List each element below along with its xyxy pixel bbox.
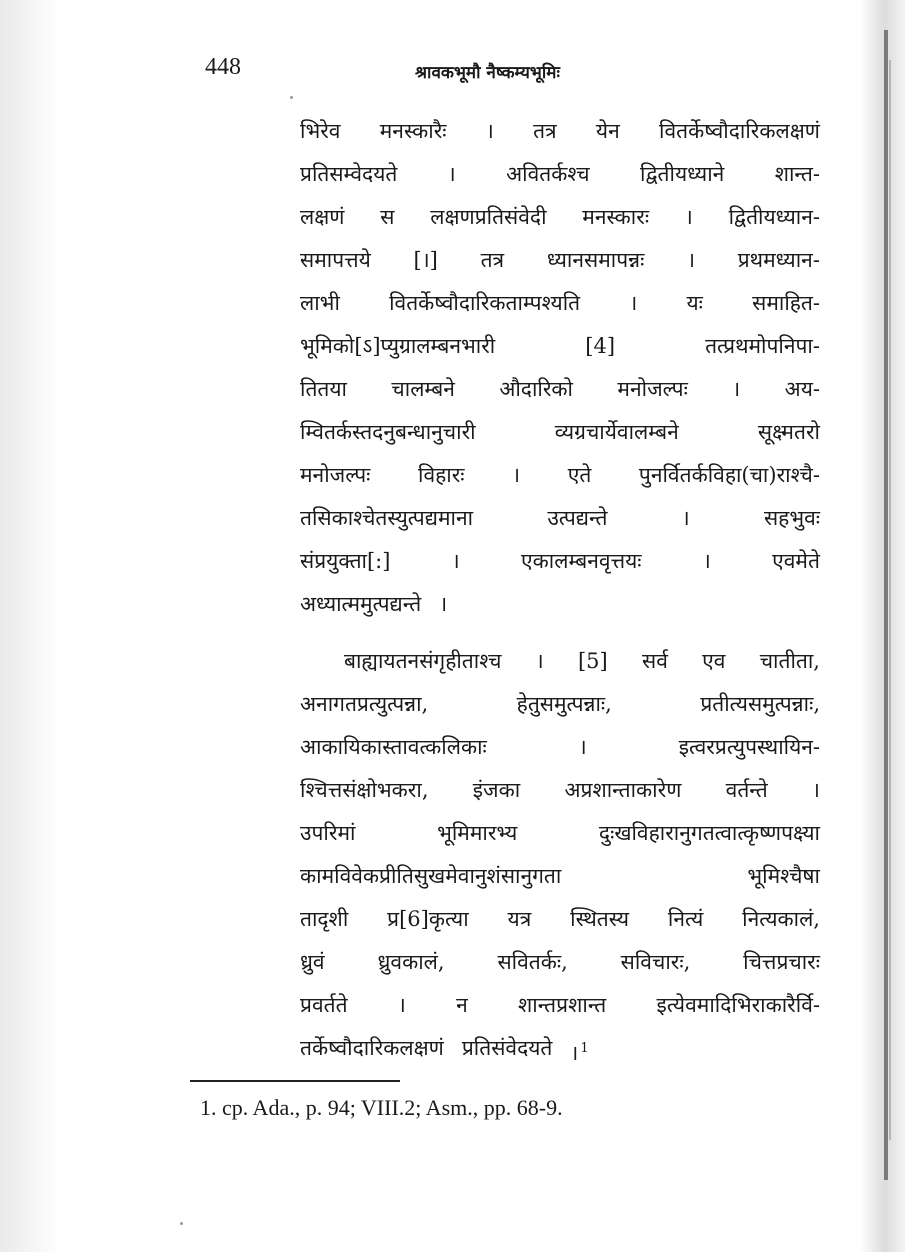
text-line: [300, 683, 820, 726]
word: वर्तन्ते: [725, 778, 768, 802]
page-spine-shadow: [884, 30, 888, 1180]
word: पुनर्वितर्कविहा(चा)राश्चै-: [638, 463, 820, 487]
word: संप्रयुक्ता[:]: [300, 549, 391, 573]
paragraph-1: [300, 110, 820, 626]
word: ध्रुवकालं,: [377, 950, 445, 974]
footnote-rule: [190, 1080, 400, 1082]
word: द्वितीयध्याने: [640, 162, 725, 186]
word: ।: [512, 463, 521, 487]
text-line: [300, 769, 820, 812]
running-head: श्रावकभूमौ नैष्कम्यभूमिः: [415, 63, 560, 83]
word: न: [456, 993, 468, 1017]
word: इंजका: [472, 778, 521, 802]
word: तितया: [300, 377, 347, 401]
word: सूक्ष्मतरो: [757, 420, 820, 444]
text-line: [300, 855, 820, 898]
word: म्वितर्कस्तदनुबन्धानुचारी: [300, 420, 476, 444]
word: शान्त-: [774, 162, 820, 186]
word: प्रतीत्यसमुत्पन्नाः,: [700, 692, 820, 716]
word: प्रतिसंवेदयते: [461, 1036, 553, 1060]
word: इत्वरप्रत्युपस्थायिन-: [678, 735, 820, 759]
page-number: 448: [205, 54, 241, 80]
word: हेतुसमुत्पन्नाः,: [516, 692, 612, 716]
footnote-marker: 1: [580, 1041, 589, 1056]
word: नित्यं: [667, 907, 704, 931]
word: स: [380, 205, 395, 229]
word: ।: [439, 592, 448, 616]
text-line: [300, 153, 820, 196]
word: ।: [702, 549, 711, 573]
word: श्चित्तसंक्षोभकरा,: [300, 778, 429, 802]
word: ।: [451, 549, 460, 573]
word: ।: [535, 649, 544, 673]
word: सर्व: [642, 649, 668, 673]
word: एकालम्बनवृत्तयः: [521, 549, 642, 573]
paper-speck: [180, 1222, 183, 1225]
word: [4]: [585, 334, 616, 358]
text-line: [300, 812, 820, 855]
word: इत्येवमादिभिराकारैर्वि-: [656, 993, 820, 1017]
text-line: [300, 640, 820, 683]
word: वितर्केष्वौदारिकलक्षणं: [659, 119, 820, 143]
word: उपरिमां: [300, 821, 356, 845]
footnote: [200, 1095, 563, 1121]
word: ।: [629, 291, 638, 315]
page-spine-edge: [889, 60, 891, 1140]
word: शान्तप्रशान्त: [518, 993, 607, 1017]
word: ।: [447, 162, 456, 186]
text-line: [300, 497, 820, 540]
footnote-text: 1. cp. Ada., p. 94; VIII.2; Asm., pp. 68-9.: [200, 1095, 563, 1120]
word: चालम्बने: [391, 377, 455, 401]
word: अध्यात्ममुत्पद्यन्ते: [300, 592, 422, 616]
word: तत्र: [533, 119, 557, 143]
word: प्रवर्तते: [300, 993, 348, 1017]
word: सहभुवः: [763, 506, 820, 530]
text-line: [300, 540, 820, 583]
text-line: [300, 454, 820, 497]
word: मनस्कारः: [582, 205, 650, 229]
word: उत्पद्यन्ते: [547, 506, 608, 530]
word: ।: [687, 248, 696, 272]
word: अप्रशान्ताकारेण: [564, 778, 682, 802]
word: ।: [812, 778, 820, 802]
word: लक्षणं: [300, 205, 345, 229]
word: अवितर्कश्च: [506, 162, 590, 186]
word: नित्यकालं,: [742, 907, 820, 931]
word: आकायिकास्तावत्कलिकाः: [300, 735, 487, 759]
word: एवमेते: [772, 549, 820, 573]
word: यः: [686, 291, 703, 315]
text-line: [300, 282, 820, 325]
text-line: [300, 325, 820, 368]
word: ।: [397, 993, 406, 1017]
text-line: [300, 239, 820, 282]
word: तत्प्रथमोपनिपा-: [705, 334, 820, 358]
word: तादृशी: [300, 907, 349, 931]
word: यत्र: [507, 907, 532, 931]
word: प्रतिसम्वेदयते: [300, 162, 398, 186]
text-line: [300, 984, 820, 1027]
word: समापत्तये: [300, 248, 371, 272]
word: ।: [681, 506, 690, 530]
word: प्र[6]कृत्या: [387, 907, 469, 931]
word: समाहित-: [752, 291, 820, 315]
text-line: [300, 583, 820, 626]
text-line: [300, 196, 820, 239]
word: भूमिमारभ्य: [437, 821, 518, 845]
word: मनोजल्पः: [300, 463, 371, 487]
word: तत्र: [480, 248, 505, 272]
word: ।: [732, 377, 741, 401]
word: चातीता,: [759, 649, 820, 673]
word: लाभी: [300, 291, 340, 315]
paragraph-2: [300, 640, 820, 1070]
word: प्रथमध्यान-: [737, 248, 820, 272]
word: मनोजल्पः: [617, 377, 688, 401]
word: स्थितस्य: [570, 907, 630, 931]
word: विहारः: [418, 463, 465, 487]
word: भूमिको[ऽ]प्युग्रालम्बनभारी: [300, 334, 496, 358]
word: अय-: [784, 377, 820, 401]
word: अनागतप्रत्युत्पन्ना,: [300, 692, 429, 716]
word: सविचारः,: [620, 950, 691, 974]
word: द्वितीयध्यान-: [728, 205, 820, 229]
word: बाह्यायतनसंगृहीताश्च: [344, 649, 502, 673]
text-line: [300, 726, 820, 769]
word: व्यग्रचार्येवालम्बने: [554, 420, 679, 444]
word: भिरेव: [300, 119, 341, 143]
word: औदारिको: [499, 377, 573, 401]
word: भूमिश्चैषा: [747, 864, 820, 888]
text-line: [300, 898, 820, 941]
word: मनस्कारैः: [379, 119, 447, 143]
word: ।: [578, 735, 587, 759]
word: [5]: [577, 649, 608, 673]
word: [।]: [413, 248, 438, 272]
word: वितर्केष्वौदारिकताम्पश्यति: [389, 291, 581, 315]
text-line: [300, 941, 820, 984]
text-line: [300, 110, 820, 153]
text-line: [300, 411, 820, 454]
word: ध्रुवं: [300, 950, 325, 974]
word: । $^1$: [570, 1041, 589, 1065]
word: ।: [684, 205, 693, 229]
text-line: [300, 368, 820, 411]
word: ।: [485, 119, 494, 143]
word: तर्केष्वौदारिकलक्षणं: [300, 1036, 444, 1060]
paper-speck: [290, 96, 293, 99]
word: एते: [567, 463, 592, 487]
text-line: [300, 1027, 820, 1070]
word: तसिकाश्चेतस्युत्पद्यमाना: [300, 506, 474, 530]
word: कामविवेकप्रीतिसुखमेवानुशंसानुगता: [300, 864, 562, 888]
word: येन: [595, 119, 620, 143]
word: सवितर्कः,: [497, 950, 568, 974]
word: दुःखविहारानुगतत्वात्कृष्णपक्ष्या: [598, 821, 820, 845]
word: लक्षणप्रतिसंवेदी: [430, 205, 547, 229]
body-text: [300, 110, 820, 1070]
word: एव: [702, 649, 726, 673]
word: चित्तप्रचारः: [743, 950, 820, 974]
word: ध्यानसमापन्नः: [546, 248, 645, 272]
